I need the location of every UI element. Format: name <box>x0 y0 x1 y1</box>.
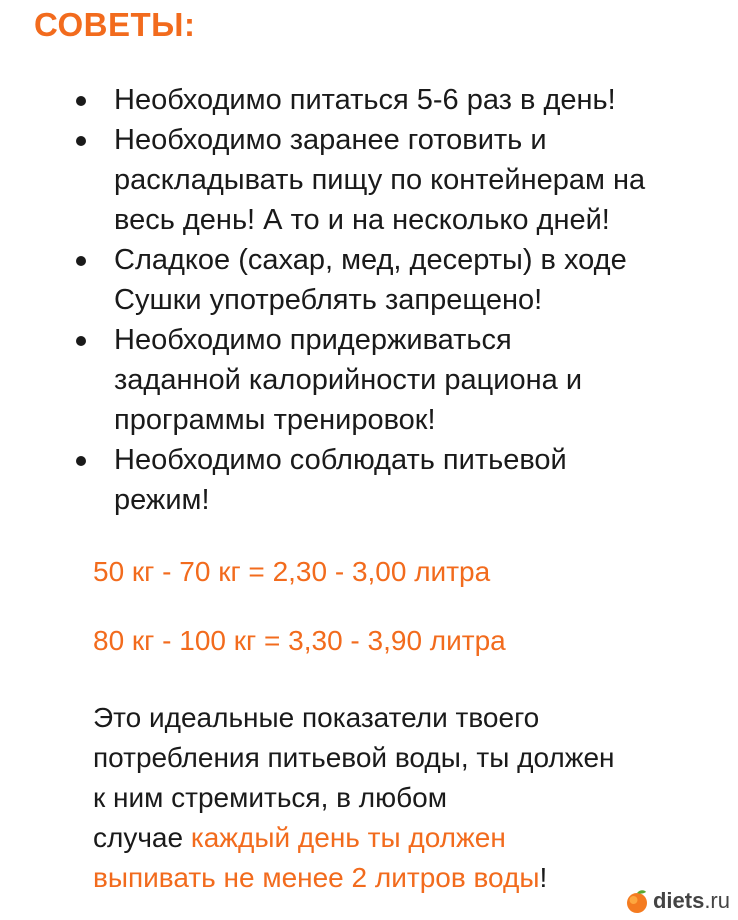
list-item: Необходимо придерживаться заданной калорийности рациона и программы тренировок! <box>0 320 738 440</box>
bullet-icon <box>76 136 86 146</box>
bullet-icon <box>76 256 86 266</box>
peach-icon <box>624 888 650 914</box>
list-item: Сладкое (сахар, мед, десерты) в ходе Сушки употреблять запрещено! <box>0 240 738 320</box>
water-norm-80-100: 80 кг - 100 кг = 3,30 - 3,90 литра <box>93 625 506 656</box>
page-title: СОВЕТЫ: <box>34 6 196 43</box>
bullet-icon <box>76 456 86 466</box>
note-highlight: каждый день ты должен <box>190 822 506 853</box>
tips-list <box>0 80 738 520</box>
bullet-icon <box>76 336 86 346</box>
list-item: Необходимо соблюдать питьевой режим! <box>0 440 738 520</box>
bullet-icon <box>76 96 86 106</box>
list-item: Необходимо питаться 5-6 раз в день! <box>0 80 738 120</box>
water-norm-50-70: 50 кг - 70 кг = 2,30 - 3,00 литра <box>93 556 491 587</box>
brand-watermark: diets .ru <box>624 888 730 914</box>
water-note: Это идеальные показатели твоего потребления питьевой воды, ты должен к ним стремиться, в любом случае каждый день ты должен выпивать не менее 2 литров воды! <box>93 702 615 893</box>
list-item: Необходимо заранее готовить и раскладывать пищу по контейнерам на весь день! А то и на несколько дней! <box>0 120 738 240</box>
note-highlight: выпивать не менее 2 литров воды <box>93 862 540 893</box>
